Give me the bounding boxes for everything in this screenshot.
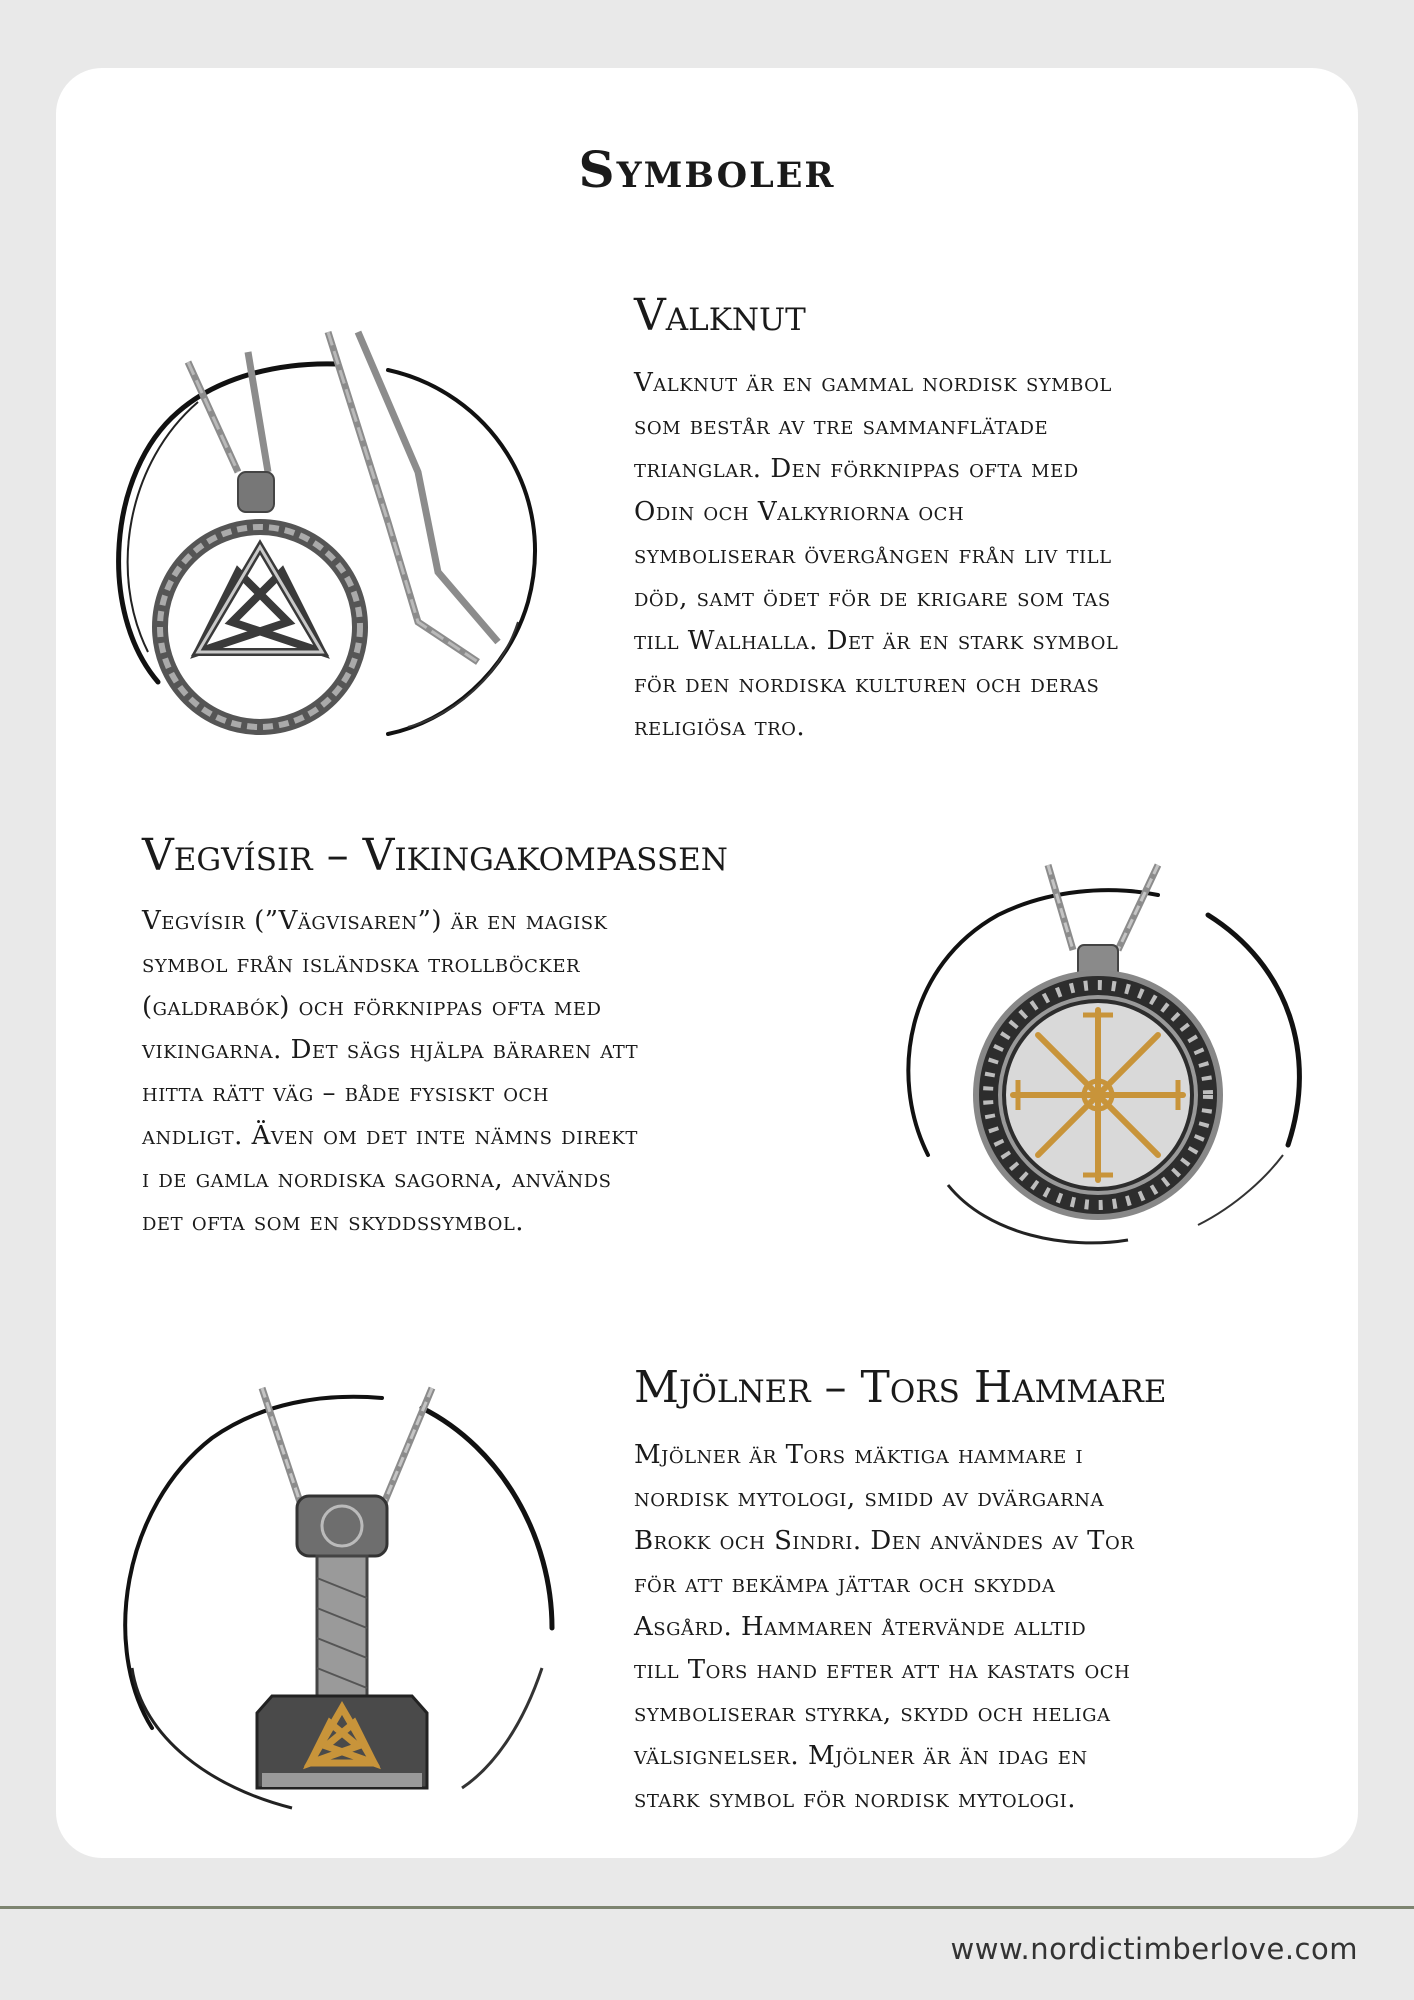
section-body-vegvisir [142,900,638,1244]
body-line: nordisk mytologi, smidd av dvärgarna [634,1483,1104,1513]
footer-divider [0,1906,1414,1909]
section-heading-mjolnir: Mjölner – Tors Hammare [634,1362,1167,1413]
body-line: hitta rätt väg – både fysiskt och [142,1078,549,1108]
body-line: vikingarna. Det sägs hjälpa bäraren att [142,1035,639,1065]
body-line: symbol från isländska trollböcker [142,949,581,979]
body-line: andligt. Även om det inte nämns direkt [142,1121,638,1151]
section-heading-vegvisir: Vegvísir – Vikingakompassen [142,830,728,881]
section-body-mjolnir [634,1434,1134,1821]
page-title: Symboler [578,140,836,199]
section-heading-valknut: Valknut [634,290,806,341]
body-line: till Walhalla. Det är en stark symbol [634,626,1119,656]
body-line: symboliserar övergången från liv till [634,540,1112,570]
body-line: för att bekämpa jättar och skydda [634,1569,1056,1599]
body-line: Odin och Valkyriorna och [634,497,965,527]
body-line: välsignelser. Mjölner är än idag en [634,1741,1088,1771]
body-line: död, samt ödet för de krigare som tas [634,583,1111,613]
body-line: som består av tre sammanflätade [634,411,1049,441]
valknut-pendant-icon [88,322,558,742]
body-line: till Tors hand efter att ha kastats och [634,1655,1131,1685]
body-line: i de gamla nordiska sagorna, används [142,1164,612,1194]
body-line: religiösa tro. [634,712,806,742]
footer-website-link[interactable]: www.nordictimberlove.com [950,1932,1358,1966]
body-line: Brokk och Sindri. Den användes av Tor [634,1526,1135,1556]
body-line: symboliserar styrka, skydd och heliga [634,1698,1111,1728]
body-line: (galdrabók) och förknippas ofta med [142,992,602,1022]
body-line: stark symbol för nordisk mytologi. [634,1784,1077,1814]
body-line: trianglar. Den förknippas ofta med [634,454,1079,484]
section-body-valknut [634,362,1118,749]
body-line: Valknut är en gammal nordisk symbol [634,368,1112,398]
vegvisir-pendant-icon [868,855,1318,1255]
body-line: för den nordiska kulturen och deras [634,669,1100,699]
mjolnir-pendant-icon [92,1368,562,1818]
body-line: det ofta som en skyddssymbol. [142,1207,525,1237]
body-line: Vegvísir (”Vägvisaren”) är en magisk [142,906,608,936]
body-line: Asgård. Hammaren återvände alltid [634,1612,1087,1642]
body-line: Mjölner är Tors mäktiga hammare i [634,1440,1084,1470]
